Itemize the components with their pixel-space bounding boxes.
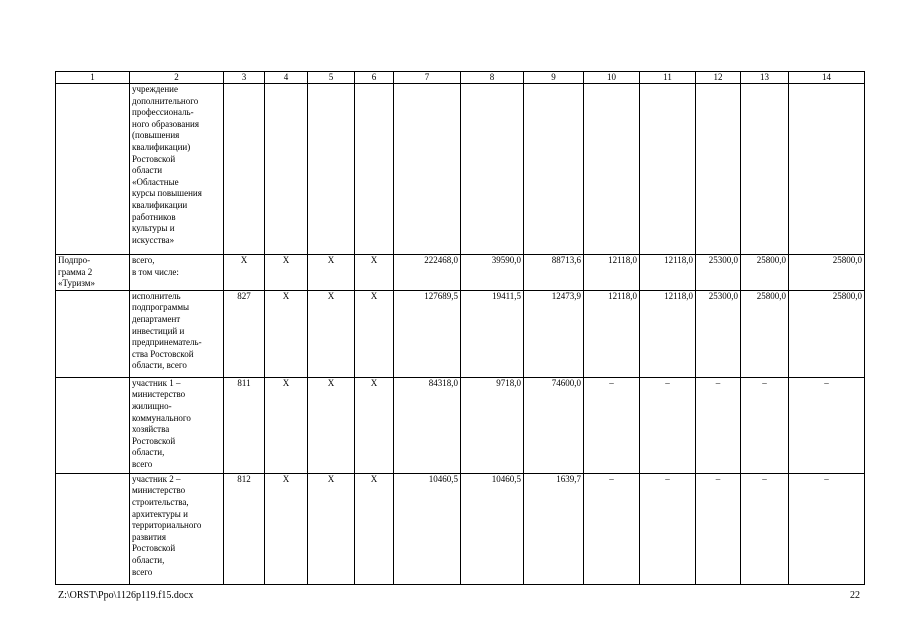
program-name-cell bbox=[56, 473, 130, 584]
table-row bbox=[56, 290, 865, 377]
value-cell bbox=[224, 84, 265, 255]
value-cell: X bbox=[308, 290, 355, 377]
value-cell: 12118,0 bbox=[640, 255, 696, 291]
value-cell: X bbox=[265, 377, 308, 473]
value-cell: X bbox=[355, 473, 394, 584]
program-name-cell bbox=[56, 84, 130, 255]
value-cell: 811 bbox=[224, 377, 265, 473]
value-cell: – bbox=[741, 377, 789, 473]
value-cell: 222468,0 bbox=[394, 255, 461, 291]
value-cell bbox=[265, 84, 308, 255]
value-cell: 88713,6 bbox=[524, 255, 584, 291]
footer-page-number: 22 bbox=[850, 590, 860, 601]
value-cell: 39590,0 bbox=[461, 255, 524, 291]
program-name-cell: Подпро- грамма 2 «Туризм» bbox=[56, 255, 130, 291]
column-number: 9 bbox=[524, 72, 584, 84]
value-cell bbox=[394, 84, 461, 255]
column-number: 5 bbox=[308, 72, 355, 84]
value-cell bbox=[640, 84, 696, 255]
column-number: 8 bbox=[461, 72, 524, 84]
value-cell: – bbox=[696, 377, 741, 473]
column-number: 11 bbox=[640, 72, 696, 84]
value-cell bbox=[355, 84, 394, 255]
value-cell: 10460,5 bbox=[461, 473, 524, 584]
value-cell: X bbox=[265, 290, 308, 377]
value-cell bbox=[741, 84, 789, 255]
value-cell bbox=[524, 84, 584, 255]
value-cell: X bbox=[308, 255, 355, 291]
value-cell: 12118,0 bbox=[584, 255, 640, 291]
value-cell: 25300,0 bbox=[696, 255, 741, 291]
value-cell bbox=[584, 84, 640, 255]
table-row bbox=[56, 473, 865, 584]
value-cell: – bbox=[640, 377, 696, 473]
value-cell: X bbox=[224, 255, 265, 291]
value-cell: – bbox=[696, 473, 741, 584]
value-cell: 74600,0 bbox=[524, 377, 584, 473]
executor-name-cell: всего, в том числе: bbox=[130, 255, 224, 291]
column-number: 10 bbox=[584, 72, 640, 84]
executor-name-cell: участник 2 – министерство строительства, архитектуры и территориального развития Ростовской области, всего bbox=[130, 473, 224, 584]
value-cell: 25800,0 bbox=[789, 255, 865, 291]
value-cell: X bbox=[265, 255, 308, 291]
value-cell: 12118,0 bbox=[640, 290, 696, 377]
value-cell: – bbox=[789, 473, 865, 584]
footer-file-path: Z:\ORST\Ppo\1126p119.f15.docx bbox=[58, 590, 194, 601]
value-cell: X bbox=[355, 290, 394, 377]
value-cell: – bbox=[584, 473, 640, 584]
value-cell bbox=[461, 84, 524, 255]
column-number: 6 bbox=[355, 72, 394, 84]
value-cell: 9718,0 bbox=[461, 377, 524, 473]
value-cell: 812 bbox=[224, 473, 265, 584]
program-name-cell bbox=[56, 290, 130, 377]
column-number: 13 bbox=[741, 72, 789, 84]
value-cell: 10460,5 bbox=[394, 473, 461, 584]
header-row bbox=[56, 72, 865, 84]
value-cell bbox=[789, 84, 865, 255]
value-cell: X bbox=[308, 377, 355, 473]
column-number: 14 bbox=[789, 72, 865, 84]
table-row bbox=[56, 377, 865, 473]
value-cell: X bbox=[355, 255, 394, 291]
value-cell: 1639,7 bbox=[524, 473, 584, 584]
value-cell: 127689,5 bbox=[394, 290, 461, 377]
column-number: 12 bbox=[696, 72, 741, 84]
column-number: 7 bbox=[394, 72, 461, 84]
value-cell: – bbox=[640, 473, 696, 584]
value-cell: 84318,0 bbox=[394, 377, 461, 473]
value-cell: 19411,5 bbox=[461, 290, 524, 377]
value-cell: – bbox=[789, 377, 865, 473]
column-number: 3 bbox=[224, 72, 265, 84]
value-cell: X bbox=[355, 377, 394, 473]
table-row bbox=[56, 84, 865, 255]
column-number: 1 bbox=[56, 72, 130, 84]
value-cell bbox=[696, 84, 741, 255]
value-cell: 25300,0 bbox=[696, 290, 741, 377]
value-cell: 25800,0 bbox=[789, 290, 865, 377]
value-cell bbox=[308, 84, 355, 255]
executor-name-cell: участник 1 – министерство жилищно- коммунального хозяйства Ростовской области, всего bbox=[130, 377, 224, 473]
table-row bbox=[56, 255, 865, 291]
value-cell: – bbox=[584, 377, 640, 473]
column-number: 2 bbox=[130, 72, 224, 84]
value-cell: X bbox=[265, 473, 308, 584]
column-number: 4 bbox=[265, 72, 308, 84]
program-name-cell bbox=[56, 377, 130, 473]
value-cell: – bbox=[741, 473, 789, 584]
budget-table bbox=[55, 71, 865, 585]
value-cell: 25800,0 bbox=[741, 290, 789, 377]
value-cell: 12118,0 bbox=[584, 290, 640, 377]
value-cell: 827 bbox=[224, 290, 265, 377]
value-cell: 12473,9 bbox=[524, 290, 584, 377]
executor-name-cell: учреждение дополнительного профессиональ- ного образования (повышения квалификации) Ростовской области «Областные курсы повышения квалификации работников культуры и искусства» bbox=[130, 84, 224, 255]
value-cell: X bbox=[308, 473, 355, 584]
value-cell: 25800,0 bbox=[741, 255, 789, 291]
executor-name-cell: исполнитель подпрограммы департамент инвестиций и предпринематель- ства Ростовской области, всего bbox=[130, 290, 224, 377]
